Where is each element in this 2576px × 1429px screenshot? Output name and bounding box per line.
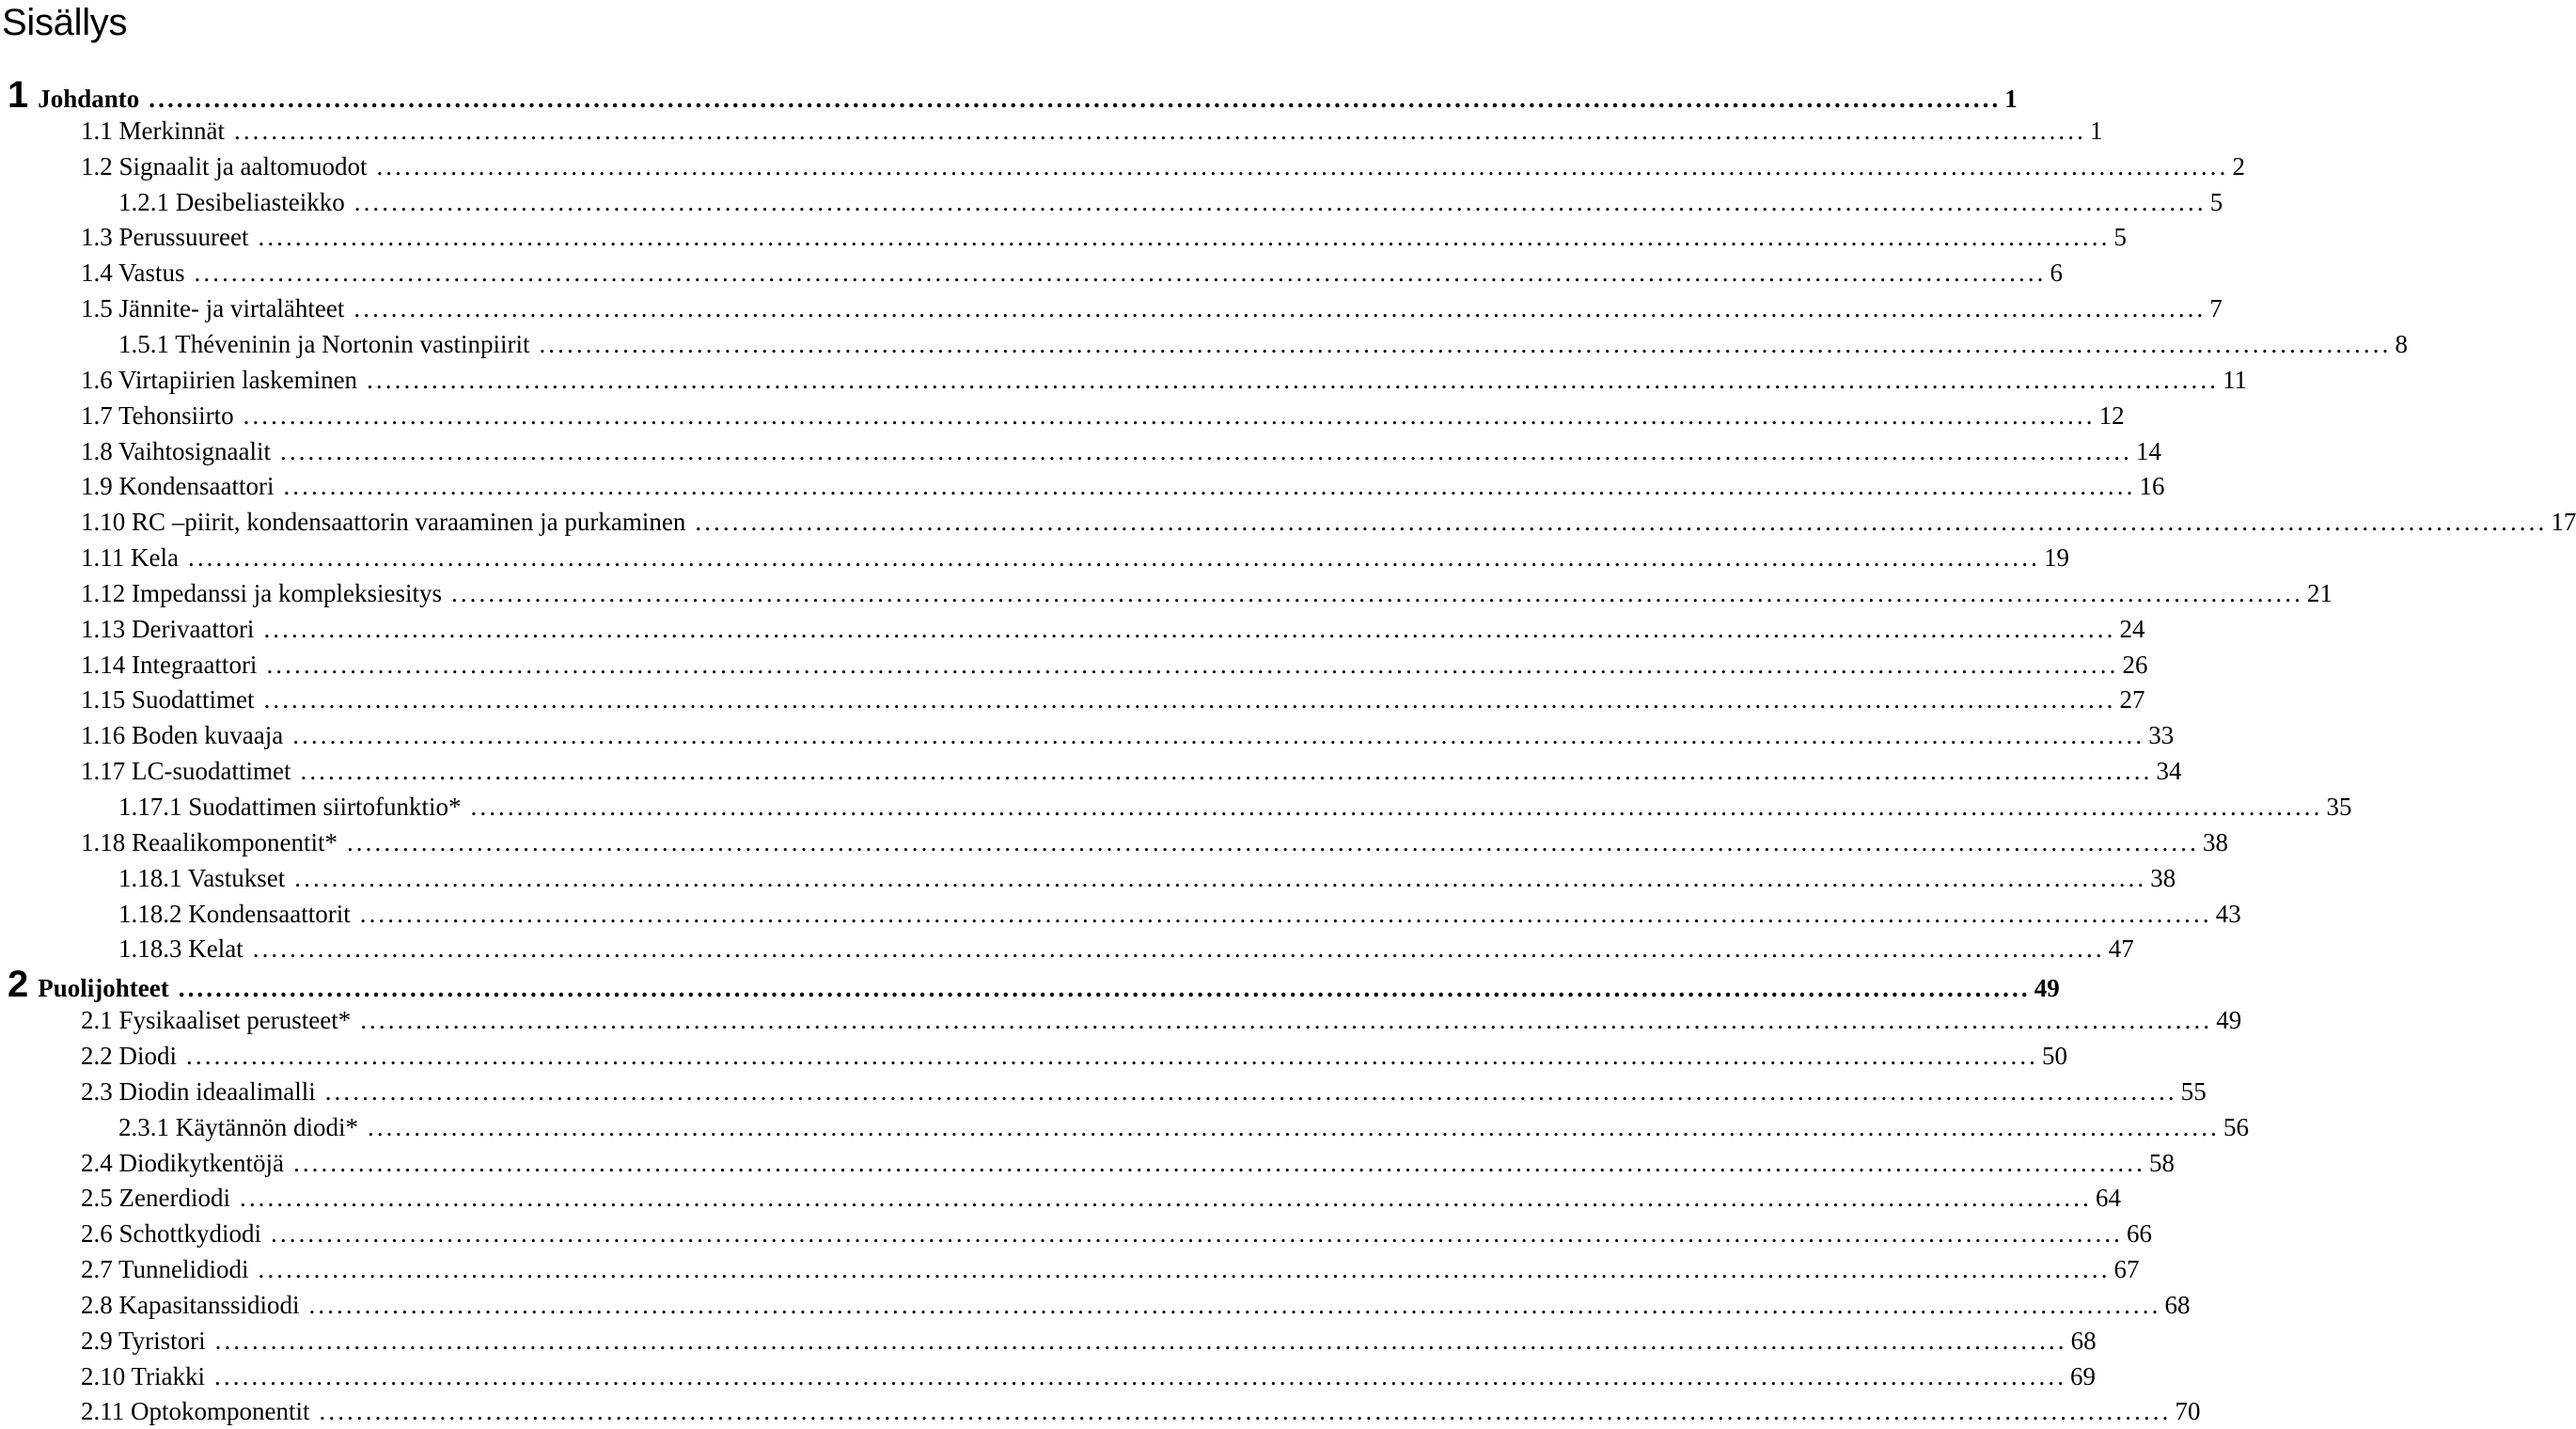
toc-page-number: 7: [2209, 294, 2223, 323]
toc-page-number: 5: [2113, 223, 2127, 252]
dot-leader: ........................................................................................................................................................................................................: [283, 472, 2136, 501]
toc-entry-row[interactable]: [118, 326, 2408, 362]
toc-entry-row[interactable]: [118, 860, 2176, 896]
toc-page-number: 1: [2089, 116, 2103, 145]
dot-leader: ........................................................................................................................................................................................................: [266, 650, 2119, 679]
toc-page-number: 69: [2070, 1361, 2097, 1390]
toc-entry-title: 1.15 Suodattimet: [81, 685, 255, 714]
toc-page-number: 19: [2043, 543, 2069, 573]
toc-entry-title: 2.7 Tunnelidiodi: [81, 1255, 249, 1284]
toc-page-number: 56: [2223, 1112, 2249, 1141]
toc-page-number: 47: [2108, 934, 2134, 964]
toc-page-number: 27: [2119, 685, 2145, 714]
dot-leader: ........................................................................................................................................................................................................: [294, 863, 2147, 892]
toc-entry-title: 2.10 Triakki: [81, 1361, 206, 1390]
toc-entry-title: 1.18.1 Vastukset: [118, 863, 286, 892]
toc-entry-title: 1.4 Vastus: [81, 259, 185, 288]
toc-entry-title: 2.8 Kapasitanssidiodi: [81, 1290, 300, 1319]
toc-entry-row[interactable]: [81, 540, 2069, 575]
dot-leader: ........................................................................................................................................................................................................: [214, 1361, 2067, 1390]
toc-entry-title: 1.8 Vaihtosignaalit: [81, 436, 271, 465]
dot-leader: ........................................................................................................................................................................................................: [243, 400, 2096, 430]
dot-leader: ........................................................................................................................................................................................................: [186, 1041, 2039, 1070]
dot-leader: ........................................................................................................................................................................................................: [280, 436, 2132, 465]
toc-page-number: 5: [2209, 187, 2223, 216]
toc-entry-row[interactable]: [118, 1109, 2249, 1145]
toc-entry-row[interactable]: [81, 1038, 2068, 1074]
toc-page-number: 21: [2306, 578, 2333, 607]
toc-entry-title: 1.2 Signaalit ja aaltomuodot: [81, 151, 368, 181]
dot-leader: ........................................................................................................................................................................................................: [292, 1148, 2145, 1177]
toc-entry-row[interactable]: [81, 1145, 2175, 1181]
dot-leader: ........................................................................................................................................................................................................: [353, 294, 2207, 323]
toc-entry-row[interactable]: [81, 647, 2148, 683]
toc-entry-title: 1.13 Derivaattori: [81, 614, 255, 643]
toc-page-number: 16: [2139, 472, 2165, 501]
dot-leader: ........................................................................................................................................................................................................: [353, 187, 2207, 216]
toc-page-number: 24: [2119, 614, 2145, 643]
toc-entry-title: 1.3 Perussuureet: [81, 223, 249, 252]
toc-entry-title: 2.4 Diodikytkentöjä: [81, 1148, 284, 1177]
toc-entry-row[interactable]: [81, 1251, 2140, 1287]
toc-page-number: 68: [2070, 1326, 2097, 1355]
toc-entry-row[interactable]: [81, 1074, 2207, 1109]
dot-leader: ........................................................................................................................................................................................................: [258, 1255, 2111, 1284]
toc-page-number: 17: [2551, 508, 2576, 537]
toc-page-number: 35: [2326, 793, 2352, 821]
toc-entry-title: 1.1 Merkinnät: [81, 116, 225, 145]
toc-entry-title: 1.5 Jännite- ja virtalähteet: [81, 294, 345, 323]
toc-page-number: 43: [2215, 899, 2241, 928]
dot-leader: ........................................................................................................................................................................................................: [149, 85, 2002, 113]
toc-entry-row[interactable]: [81, 1393, 2201, 1429]
toc-chapter-row[interactable]: [8, 964, 2060, 1006]
toc-entry-row[interactable]: [81, 219, 2127, 255]
dot-leader: ........................................................................................................................................................................................................: [263, 614, 2116, 643]
toc-entry-title: 1.16 Boden kuvaaja: [81, 721, 284, 750]
toc-entry-row[interactable]: [81, 1287, 2191, 1323]
toc-entry-title: 2.11 Optokomponentit: [81, 1397, 310, 1426]
toc-entry-row[interactable]: [81, 504, 2576, 540]
toc-entry-title: Johdanto: [38, 85, 140, 113]
dot-leader: ........................................................................................................................................................................................................: [178, 974, 2031, 1003]
toc-entry-row[interactable]: [118, 931, 2134, 966]
toc-page-number: 66: [2127, 1219, 2153, 1248]
toc-entry-row[interactable]: [81, 398, 2125, 433]
chapter-number: 1: [8, 74, 29, 116]
toc-entry-title: 1.6 Virtapiirien laskeminen: [81, 365, 358, 394]
toc-entry-row[interactable]: [81, 1216, 2153, 1251]
dot-leader: ........................................................................................................................................................................................................: [376, 151, 2229, 181]
dot-leader: ........................................................................................................................................................................................................: [470, 793, 2323, 821]
dot-leader: ........................................................................................................................................................................................................: [360, 1006, 2213, 1035]
toc-entry-title: 2.3.1 Käytännön diodi*: [118, 1112, 358, 1141]
toc-page-number: 11: [2223, 365, 2248, 394]
toc-entry-title: 2.5 Zenerdiodi: [81, 1184, 230, 1213]
dot-leader: ........................................................................................................................................................................................................: [258, 223, 2111, 252]
page-title: Sisällys: [2, 2, 128, 43]
toc-entry-row[interactable]: [81, 717, 2175, 753]
toc-page-number: 55: [2180, 1076, 2207, 1106]
toc-page-number: 49: [2034, 974, 2060, 1003]
toc-entry-title: Puolijohteet: [38, 974, 169, 1003]
toc-entry-row[interactable]: [81, 468, 2165, 504]
dot-leader: ........................................................................................................................................................................................................: [271, 1219, 2124, 1248]
toc-entry-title: 2.1 Fysikaaliset perusteet*: [81, 1006, 352, 1035]
dot-leader: ........................................................................................................................................................................................................: [252, 934, 2105, 964]
toc-page-number: 70: [2175, 1397, 2201, 1426]
toc-entry-title: 1.9 Kondensaattori: [81, 472, 275, 501]
toc-entry-title: 2.3 Diodin ideaalimalli: [81, 1076, 316, 1106]
dot-leader: ........................................................................................................................................................................................................: [695, 508, 2548, 537]
toc-page-number: 33: [2148, 721, 2175, 750]
toc-page-number: 38: [2150, 863, 2176, 892]
toc-page-number: 1: [2004, 85, 2018, 113]
toc-entry-title: 1.18.2 Kondensaattorit: [118, 899, 351, 928]
dot-leader: ........................................................................................................................................................................................................: [359, 899, 2212, 928]
dot-leader: ........................................................................................................................................................................................................: [263, 685, 2116, 714]
toc-page-number: 49: [2216, 1006, 2242, 1035]
toc-entry-row[interactable]: [81, 575, 2333, 611]
toc-entry-title: 2.6 Schottkydiodi: [81, 1219, 262, 1248]
toc-entry-title: 1.5.1 Théveninin ja Nortonin vastinpiirit: [118, 329, 530, 358]
toc-page-number: 12: [2098, 400, 2125, 430]
toc-entry-title: 1.18.3 Kelat: [118, 934, 243, 964]
toc-entry-title: 1.17.1 Suodattimen siirtofunktio*: [118, 793, 462, 821]
toc-entry-title: 1.10 RC –piirit, kondensaattorin varaaminen ja purkaminen: [81, 508, 686, 537]
toc-entry-row[interactable]: [81, 1002, 2242, 1038]
toc-page-number: 58: [2148, 1148, 2175, 1177]
toc-page-number: 14: [2136, 436, 2161, 465]
toc-entry-title: 1.14 Integraattori: [81, 650, 258, 679]
toc-entry-row[interactable]: [81, 1358, 2097, 1394]
dot-leader: ........................................................................................................................................................................................................: [233, 116, 2086, 145]
dot-leader: ........................................................................................................................................................................................................: [292, 721, 2145, 750]
toc-page-number: 2: [2232, 151, 2245, 181]
dot-leader: ........................................................................................................................................................................................................: [239, 1184, 2092, 1213]
toc-entry-row[interactable]: [118, 789, 2352, 824]
toc-entry-title: 2.9 Tyristori: [81, 1326, 206, 1355]
toc-page-number: 64: [2095, 1184, 2121, 1213]
toc-entry-row[interactable]: [81, 362, 2248, 398]
toc-entry-title: 1.7 Tehonsiirto: [81, 400, 234, 430]
toc-entry-row[interactable]: [118, 896, 2241, 932]
toc-entry-title: 1.17 LC-suodattimet: [81, 757, 291, 786]
dot-leader: ........................................................................................................................................................................................................: [324, 1076, 2177, 1106]
toc-page-number: 34: [2156, 757, 2182, 786]
dot-leader: ........................................................................................................................................................................................................: [319, 1397, 2172, 1426]
toc-entry-row[interactable]: [81, 1323, 2097, 1358]
dot-leader: ........................................................................................................................................................................................................: [539, 329, 2392, 358]
toc-page-number: 8: [2395, 329, 2408, 358]
chapter-number: 2: [8, 964, 29, 1006]
toc-entry-row[interactable]: [81, 753, 2182, 789]
toc-entry-title: 1.12 Impedanssi ja kompleksiesitys: [81, 578, 442, 607]
dot-leader: ........................................................................................................................................................................................................: [346, 827, 2199, 856]
toc-entry-row[interactable]: [81, 149, 2245, 184]
dot-leader: ........................................................................................................................................................................................................: [367, 365, 2220, 394]
toc-entry-title: 1.18 Reaalikomponentit*: [81, 827, 338, 856]
dot-leader: ........................................................................................................................................................................................................: [367, 1112, 2220, 1141]
toc-entry-row[interactable]: [81, 255, 2064, 291]
toc-page-number: 68: [2164, 1290, 2191, 1319]
toc-entry-title: 1.2.1 Desibeliasteikko: [118, 187, 345, 216]
dot-leader: ........................................................................................................................................................................................................: [214, 1326, 2067, 1355]
toc-page-number: 38: [2202, 827, 2228, 856]
dot-leader: ........................................................................................................................................................................................................: [300, 757, 2153, 786]
toc-entry-title: 1.11 Kela: [81, 543, 179, 573]
dot-leader: ........................................................................................................................................................................................................: [308, 1290, 2161, 1319]
toc-chapter-row[interactable]: [8, 74, 2018, 116]
dot-leader: ........................................................................................................................................................................................................: [194, 259, 2047, 288]
toc-entry-title: 2.2 Diodi: [81, 1041, 178, 1070]
toc-entry-row[interactable]: [81, 113, 2103, 149]
toc-entry-row[interactable]: [81, 682, 2145, 717]
toc-page-number: 6: [2050, 259, 2064, 288]
toc-entry-row[interactable]: [118, 184, 2223, 220]
toc-entry-row[interactable]: [81, 433, 2161, 469]
toc-page-number: 50: [2042, 1041, 2068, 1070]
toc-entry-row[interactable]: [81, 1180, 2121, 1216]
dot-leader: ........................................................................................................................................................................................................: [450, 578, 2303, 607]
toc-page-number: 26: [2122, 650, 2148, 679]
dot-leader: ........................................................................................................................................................................................................: [187, 543, 2040, 573]
toc-entry-row[interactable]: [81, 291, 2223, 326]
toc-entry-row[interactable]: [81, 611, 2145, 647]
toc-entry-row[interactable]: [81, 824, 2228, 860]
toc-page-number: 67: [2113, 1255, 2140, 1284]
